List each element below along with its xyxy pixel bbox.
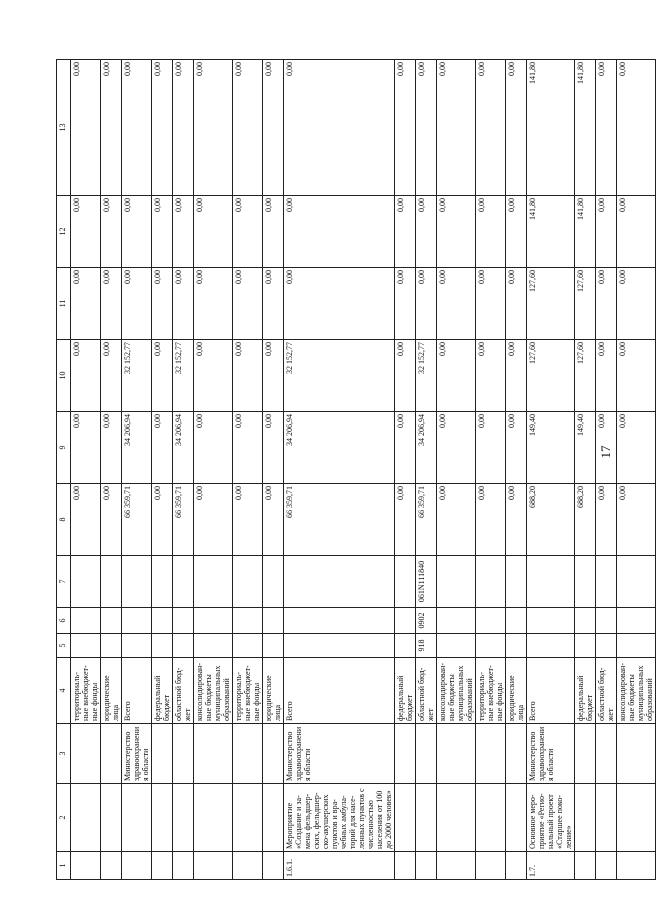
code-ministry bbox=[284, 634, 395, 658]
value-col11: 0,00 bbox=[284, 268, 395, 340]
table-row bbox=[437, 60, 476, 880]
value-total: 0,00 bbox=[506, 484, 527, 556]
code-section bbox=[122, 608, 152, 634]
table-row bbox=[101, 60, 122, 880]
value-col10: 127,60 bbox=[575, 340, 596, 412]
value-col10: 0,00 bbox=[395, 340, 416, 412]
col-header: 13 bbox=[57, 60, 71, 196]
funding-source: Всего bbox=[284, 658, 395, 724]
funding-source: Всего bbox=[122, 658, 152, 724]
row-number bbox=[476, 852, 506, 880]
funding-source: консолидирован-ные бюджеты муниципальных образований bbox=[437, 658, 476, 724]
activity-name bbox=[263, 784, 284, 852]
funding-source: территориаль-ные внебюджет-ные фонды bbox=[71, 658, 101, 724]
row-number bbox=[152, 852, 173, 880]
value-col10: 127,60 bbox=[527, 340, 575, 412]
executor-name bbox=[152, 724, 173, 784]
value-col10: 0,00 bbox=[506, 340, 527, 412]
code-target bbox=[173, 556, 194, 608]
value-total: 0,00 bbox=[263, 484, 284, 556]
value-col12: 0,00 bbox=[233, 196, 263, 268]
executor-name bbox=[173, 724, 194, 784]
executor-name bbox=[101, 724, 122, 784]
value-col13: 0,00 bbox=[122, 60, 152, 196]
value-total: 0,00 bbox=[395, 484, 416, 556]
code-ministry bbox=[233, 634, 263, 658]
value-col12: 0,00 bbox=[263, 196, 284, 268]
value-col12: 141,80 bbox=[575, 196, 596, 268]
col-header: 11 bbox=[57, 268, 71, 340]
code-section bbox=[233, 608, 263, 634]
activity-name bbox=[152, 784, 173, 852]
value-col13: 0,00 bbox=[596, 60, 617, 196]
code-target bbox=[575, 556, 596, 608]
value-col13: 0,00 bbox=[416, 60, 437, 196]
value-total: 0,00 bbox=[437, 484, 476, 556]
executor-name bbox=[416, 724, 437, 784]
value-total: 66 359,71 bbox=[122, 484, 152, 556]
value-col10: 0,00 bbox=[101, 340, 122, 412]
table-row bbox=[233, 60, 263, 880]
activity-name bbox=[476, 784, 506, 852]
table-row bbox=[575, 60, 596, 880]
col-header: 3 bbox=[57, 724, 71, 784]
table-row bbox=[596, 60, 617, 880]
code-section bbox=[617, 608, 656, 634]
value-col13: 0,00 bbox=[395, 60, 416, 196]
activity-name bbox=[395, 784, 416, 852]
code-section bbox=[71, 608, 101, 634]
code-target bbox=[263, 556, 284, 608]
executor-name: Министерство здравоохранения области bbox=[527, 724, 575, 784]
value-col13: 0,00 bbox=[173, 60, 194, 196]
value-col13: 0,00 bbox=[152, 60, 173, 196]
activity-name bbox=[575, 784, 596, 852]
value-col11: 0,00 bbox=[476, 268, 506, 340]
funding-source: федеральный бюджет bbox=[395, 658, 416, 724]
table-row bbox=[476, 60, 506, 880]
value-total: 688,20 bbox=[575, 484, 596, 556]
code-ministry bbox=[596, 634, 617, 658]
row-number: 1.7. bbox=[527, 852, 575, 880]
code-target bbox=[437, 556, 476, 608]
value-col13: 141,80 bbox=[527, 60, 575, 196]
table-row bbox=[284, 60, 395, 880]
activity-name bbox=[173, 784, 194, 852]
row-number bbox=[122, 852, 152, 880]
code-ministry: 918 bbox=[416, 634, 437, 658]
executor-name bbox=[596, 724, 617, 784]
value-col11: 0,00 bbox=[416, 268, 437, 340]
value-col10: 0,00 bbox=[71, 340, 101, 412]
value-col12: 0,00 bbox=[122, 196, 152, 268]
budget-table bbox=[56, 59, 656, 880]
value-total: 688,20 bbox=[527, 484, 575, 556]
value-total: 0,00 bbox=[617, 484, 656, 556]
value-col10: 0,00 bbox=[437, 340, 476, 412]
value-col12: 0,00 bbox=[173, 196, 194, 268]
executor-name: Министерство здравоохранения области bbox=[122, 724, 152, 784]
value-col13: 0,00 bbox=[194, 60, 233, 196]
code-target bbox=[395, 556, 416, 608]
value-total: 0,00 bbox=[596, 484, 617, 556]
code-section bbox=[284, 608, 395, 634]
value-col9: 34 206,94 bbox=[416, 412, 437, 484]
value-col10: 0,00 bbox=[233, 340, 263, 412]
row-number bbox=[233, 852, 263, 880]
code-ministry bbox=[71, 634, 101, 658]
funding-source: консолидирован-ные бюджеты муниципальных образований bbox=[617, 658, 656, 724]
value-total: 0,00 bbox=[101, 484, 122, 556]
value-col10: 0,00 bbox=[476, 340, 506, 412]
col-header: 2 bbox=[57, 784, 71, 852]
code-target bbox=[233, 556, 263, 608]
value-col13: 0,00 bbox=[101, 60, 122, 196]
code-target bbox=[194, 556, 233, 608]
col-header: 9 bbox=[57, 412, 71, 484]
value-col10: 32 152,77 bbox=[416, 340, 437, 412]
activity-name bbox=[416, 784, 437, 852]
col-header: 12 bbox=[57, 196, 71, 268]
activity-name: Мероприятие «Создание и за-мена фельдшер-ских, фельдшер-ско-акушерских пунктов и вра-чебных амбула-торий для насе-ленных пунктов с численностью населения от 100 до 2000 человек» bbox=[284, 784, 395, 852]
funding-source: территориаль-ные внебюджет-ные фонды bbox=[476, 658, 506, 724]
code-section bbox=[527, 608, 575, 634]
code-section bbox=[596, 608, 617, 634]
code-ministry bbox=[617, 634, 656, 658]
code-target bbox=[596, 556, 617, 608]
value-col10: 0,00 bbox=[152, 340, 173, 412]
code-ministry bbox=[476, 634, 506, 658]
value-col9: 0,00 bbox=[437, 412, 476, 484]
executor-name bbox=[575, 724, 596, 784]
row-number bbox=[437, 852, 476, 880]
value-col9: 34 206,94 bbox=[173, 412, 194, 484]
value-col11: 0,00 bbox=[71, 268, 101, 340]
activity-name bbox=[194, 784, 233, 852]
code-ministry bbox=[527, 634, 575, 658]
code-section bbox=[263, 608, 284, 634]
value-col10: 32 152,77 bbox=[173, 340, 194, 412]
executor-name bbox=[437, 724, 476, 784]
value-col12: 0,00 bbox=[596, 196, 617, 268]
value-total: 0,00 bbox=[152, 484, 173, 556]
value-col13: 141,80 bbox=[575, 60, 596, 196]
code-ministry bbox=[263, 634, 284, 658]
value-col11: 0,00 bbox=[263, 268, 284, 340]
value-col10: 0,00 bbox=[194, 340, 233, 412]
col-header: 8 bbox=[57, 484, 71, 556]
code-target bbox=[527, 556, 575, 608]
code-section bbox=[194, 608, 233, 634]
value-col12: 0,00 bbox=[617, 196, 656, 268]
code-section bbox=[173, 608, 194, 634]
row-number bbox=[194, 852, 233, 880]
value-col9: 0,00 bbox=[263, 412, 284, 484]
value-total: 66 359,71 bbox=[284, 484, 395, 556]
row-number bbox=[71, 852, 101, 880]
row-number bbox=[416, 852, 437, 880]
value-col12: 0,00 bbox=[437, 196, 476, 268]
code-section bbox=[152, 608, 173, 634]
funding-source: областной бюд-жет bbox=[173, 658, 194, 724]
page-number: 17 bbox=[598, 445, 613, 459]
row-number bbox=[617, 852, 656, 880]
code-target bbox=[152, 556, 173, 608]
rotated-table-wrapper bbox=[56, 60, 654, 880]
value-col12: 0,00 bbox=[395, 196, 416, 268]
table-body bbox=[71, 60, 656, 880]
table-row bbox=[395, 60, 416, 880]
row-number bbox=[596, 852, 617, 880]
col-header: 10 bbox=[57, 340, 71, 412]
funding-source: Всего bbox=[527, 658, 575, 724]
code-section bbox=[476, 608, 506, 634]
activity-name bbox=[122, 784, 152, 852]
activity-name bbox=[596, 784, 617, 852]
code-section bbox=[437, 608, 476, 634]
executor-name bbox=[617, 724, 656, 784]
col-header: 1 bbox=[57, 852, 71, 880]
code-ministry bbox=[506, 634, 527, 658]
activity-name bbox=[437, 784, 476, 852]
activity-name: Основное меро-приятие «Регио-нальный проект «Старшее поко-ление» bbox=[527, 784, 575, 852]
value-col9: 34 206,94 bbox=[284, 412, 395, 484]
column-number-row bbox=[57, 60, 71, 880]
code-section: 0902 bbox=[416, 608, 437, 634]
value-col12: 0,00 bbox=[101, 196, 122, 268]
col-header: 6 bbox=[57, 608, 71, 634]
code-ministry bbox=[173, 634, 194, 658]
table-row bbox=[71, 60, 101, 880]
value-col12: 141,80 bbox=[527, 196, 575, 268]
activity-name bbox=[71, 784, 101, 852]
code-target bbox=[71, 556, 101, 608]
funding-source: федеральный бюджет bbox=[152, 658, 173, 724]
code-ministry bbox=[101, 634, 122, 658]
code-target: 061N111840 bbox=[416, 556, 437, 608]
value-col11: 0,00 bbox=[233, 268, 263, 340]
activity-name bbox=[506, 784, 527, 852]
executor-name bbox=[476, 724, 506, 784]
value-col10: 32 152,77 bbox=[284, 340, 395, 412]
code-ministry bbox=[575, 634, 596, 658]
executor-name bbox=[233, 724, 263, 784]
code-target bbox=[284, 556, 395, 608]
code-section bbox=[506, 608, 527, 634]
code-section bbox=[575, 608, 596, 634]
value-col12: 0,00 bbox=[416, 196, 437, 268]
value-col13: 0,00 bbox=[263, 60, 284, 196]
value-col12: 0,00 bbox=[71, 196, 101, 268]
col-header: 7 bbox=[57, 556, 71, 608]
value-col11: 0,00 bbox=[173, 268, 194, 340]
table-row bbox=[152, 60, 173, 880]
value-total: 0,00 bbox=[194, 484, 233, 556]
value-col13: 0,00 bbox=[233, 60, 263, 196]
value-col9: 0,00 bbox=[395, 412, 416, 484]
code-target bbox=[101, 556, 122, 608]
row-number bbox=[173, 852, 194, 880]
value-col9: 0,00 bbox=[71, 412, 101, 484]
executor-name: Министерство здравоохранения области bbox=[284, 724, 395, 784]
table-row bbox=[263, 60, 284, 880]
value-col11: 0,00 bbox=[395, 268, 416, 340]
funding-source: областной бюд-жет bbox=[596, 658, 617, 724]
value-col9: 149,40 bbox=[575, 412, 596, 484]
table-row bbox=[194, 60, 233, 880]
funding-source: юридические лица bbox=[263, 658, 284, 724]
value-col11: 0,00 bbox=[506, 268, 527, 340]
activity-name bbox=[101, 784, 122, 852]
row-number bbox=[575, 852, 596, 880]
value-col13: 0,00 bbox=[284, 60, 395, 196]
value-col13: 0,00 bbox=[617, 60, 656, 196]
value-col9: 0,00 bbox=[506, 412, 527, 484]
value-col10: 32 152,77 bbox=[122, 340, 152, 412]
value-col11: 127,60 bbox=[575, 268, 596, 340]
value-col12: 0,00 bbox=[194, 196, 233, 268]
code-target bbox=[122, 556, 152, 608]
value-total: 66 359,71 bbox=[173, 484, 194, 556]
table-row bbox=[122, 60, 152, 880]
value-col13: 0,00 bbox=[71, 60, 101, 196]
value-col11: 0,00 bbox=[596, 268, 617, 340]
executor-name bbox=[395, 724, 416, 784]
funding-source: территориаль-ные внебюджет-ные фонды bbox=[233, 658, 263, 724]
value-col13: 0,00 bbox=[476, 60, 506, 196]
funding-source: областной бюд-жет bbox=[416, 658, 437, 724]
value-col12: 0,00 bbox=[476, 196, 506, 268]
value-col11: 0,00 bbox=[194, 268, 233, 340]
code-ministry bbox=[194, 634, 233, 658]
value-col9: 0,00 bbox=[152, 412, 173, 484]
table-row bbox=[416, 60, 437, 880]
value-col10: 0,00 bbox=[596, 340, 617, 412]
value-col12: 0,00 bbox=[506, 196, 527, 268]
col-header: 5 bbox=[57, 634, 71, 658]
value-col12: 0,00 bbox=[284, 196, 395, 268]
value-total: 0,00 bbox=[233, 484, 263, 556]
col-header: 4 bbox=[57, 658, 71, 724]
code-target bbox=[617, 556, 656, 608]
value-col11: 0,00 bbox=[101, 268, 122, 340]
executor-name bbox=[71, 724, 101, 784]
code-target bbox=[476, 556, 506, 608]
value-col11: 0,00 bbox=[122, 268, 152, 340]
table-row bbox=[617, 60, 656, 880]
value-col11: 0,00 bbox=[617, 268, 656, 340]
table-row bbox=[173, 60, 194, 880]
value-col9: 149,40 bbox=[527, 412, 575, 484]
row-number bbox=[101, 852, 122, 880]
funding-source: юридические лица bbox=[101, 658, 122, 724]
executor-name bbox=[194, 724, 233, 784]
value-col9: 0,00 bbox=[194, 412, 233, 484]
funding-source: консолидирован-ные бюджеты муниципальных образований bbox=[194, 658, 233, 724]
code-ministry bbox=[122, 634, 152, 658]
value-col9: 34 206,94 bbox=[122, 412, 152, 484]
value-col10: 0,00 bbox=[263, 340, 284, 412]
value-total: 66 359,71 bbox=[416, 484, 437, 556]
value-col11: 0,00 bbox=[437, 268, 476, 340]
value-col9: 0,00 bbox=[596, 412, 617, 484]
executor-name bbox=[506, 724, 527, 784]
row-number: 1.6.1. bbox=[284, 852, 395, 880]
value-col11: 0,00 bbox=[152, 268, 173, 340]
value-col13: 0,00 bbox=[437, 60, 476, 196]
code-target bbox=[506, 556, 527, 608]
value-col9: 0,00 bbox=[233, 412, 263, 484]
value-col9: 0,00 bbox=[476, 412, 506, 484]
value-total: 0,00 bbox=[476, 484, 506, 556]
value-col12: 0,00 bbox=[152, 196, 173, 268]
activity-name bbox=[617, 784, 656, 852]
value-col9: 0,00 bbox=[101, 412, 122, 484]
code-ministry bbox=[437, 634, 476, 658]
row-number bbox=[506, 852, 527, 880]
value-col10: 0,00 bbox=[617, 340, 656, 412]
funding-source: федеральный бюджет bbox=[575, 658, 596, 724]
value-col9: 0,00 bbox=[617, 412, 656, 484]
code-section bbox=[101, 608, 122, 634]
code-ministry bbox=[395, 634, 416, 658]
table-row bbox=[527, 60, 575, 880]
code-ministry bbox=[152, 634, 173, 658]
code-section bbox=[395, 608, 416, 634]
activity-name bbox=[233, 784, 263, 852]
value-col11: 127,60 bbox=[527, 268, 575, 340]
table-row bbox=[506, 60, 527, 880]
funding-source: юридические лица bbox=[506, 658, 527, 724]
row-number bbox=[395, 852, 416, 880]
executor-name bbox=[263, 724, 284, 784]
row-number bbox=[263, 852, 284, 880]
value-total: 0,00 bbox=[71, 484, 101, 556]
value-col13: 0,00 bbox=[506, 60, 527, 196]
